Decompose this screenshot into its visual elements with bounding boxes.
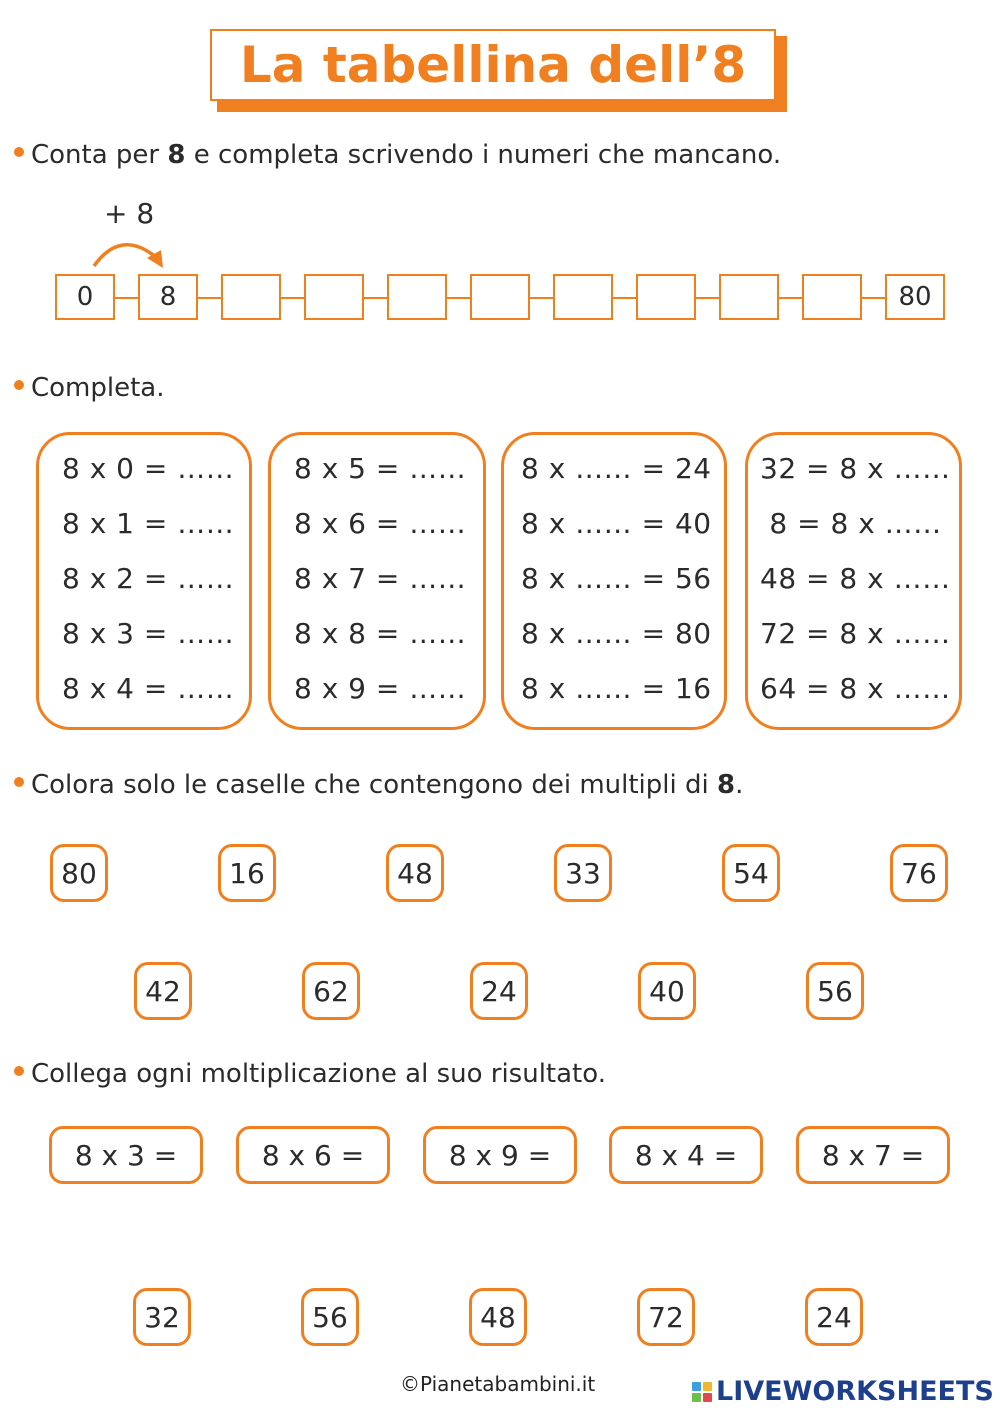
number-box[interactable]: 56 [806,962,864,1020]
equation[interactable]: 8 x 2 = …… [62,562,235,595]
liveworksheets-brand: LIVEWORKSHEETS [716,1376,994,1407]
number-box: 80 [885,274,945,320]
equation[interactable]: 8 x 5 = …… [294,452,467,485]
equation[interactable]: 8 x 1 = …… [62,507,235,540]
equation[interactable]: 8 x 6 = …… [294,507,467,540]
connect-instruction: Collega ogni moltiplicazione al suo risultato. [14,1059,606,1089]
number-answer-box[interactable] [221,274,281,320]
number-answer-box[interactable] [387,274,447,320]
number-box[interactable]: 62 [302,962,360,1020]
equation[interactable]: 8 x 8 = …… [294,617,467,650]
number-box[interactable]: 33 [554,844,612,902]
equation[interactable]: 8 x 7 = …… [294,562,467,595]
equation[interactable]: 8 x 9 = …… [294,672,467,705]
equation[interactable]: 32 = 8 x …… [760,452,951,485]
number-box[interactable]: 80 [50,844,108,902]
bullet-icon [14,147,24,157]
result-box[interactable]: 32 [133,1288,191,1346]
number-box: 0 [55,274,115,320]
number-box[interactable]: 16 [218,844,276,902]
number-box[interactable]: 48 [386,844,444,902]
equation[interactable]: 8 x …… = 80 [521,617,712,650]
number-answer-box[interactable] [304,274,364,320]
number-answer-box[interactable] [719,274,779,320]
arrow-label: + 8 [104,197,155,230]
multiplication-box[interactable]: 8 x 6 = [236,1126,390,1184]
equation[interactable]: 8 x 3 = …… [62,617,235,650]
equation[interactable]: 64 = 8 x …… [760,672,951,705]
number-box[interactable]: 24 [470,962,528,1020]
number-answer-box[interactable] [553,274,613,320]
liveworksheets-icon [692,1382,712,1402]
result-box[interactable]: 48 [469,1288,527,1346]
multiplication-box[interactable]: 8 x 4 = [609,1126,763,1184]
footer-credit: ©Pianetabambini.it [400,1372,596,1396]
number-box[interactable]: 42 [134,962,192,1020]
result-box[interactable]: 56 [301,1288,359,1346]
number-box[interactable]: 40 [638,962,696,1020]
number-answer-box[interactable] [802,274,862,320]
result-box[interactable]: 24 [805,1288,863,1346]
equation[interactable]: 8 x …… = 24 [521,452,712,485]
bullet-icon [14,380,24,390]
count-instruction: Conta per 8 e completa scrivendo i numeri che mancano. [14,140,781,170]
equation[interactable]: 8 x …… = 16 [521,672,712,705]
color-instruction: Colora solo le caselle che contengono dei multipli di 8. [14,770,743,800]
equation[interactable]: 48 = 8 x …… [760,562,951,595]
bullet-icon [14,777,24,787]
equation[interactable]: 8 x …… = 56 [521,562,712,595]
equation[interactable]: 8 x …… = 40 [521,507,712,540]
equation[interactable]: 8 = 8 x …… [760,507,942,540]
number-box[interactable]: 76 [890,844,948,902]
complete-instruction: Completa. [14,373,165,403]
number-answer-box[interactable] [470,274,530,320]
number-box[interactable]: 54 [722,844,780,902]
number-box: 8 [138,274,198,320]
result-box[interactable]: 72 [637,1288,695,1346]
jump-arrow-icon [85,228,185,278]
multiplication-box[interactable]: 8 x 9 = [423,1126,577,1184]
liveworksheets-logo [692,1376,994,1407]
number-answer-box[interactable] [636,274,696,320]
title-box [210,29,776,101]
page-title: La tabellina dell’8 [239,36,747,94]
equation[interactable]: 8 x 4 = …… [62,672,235,705]
bullet-icon [14,1066,24,1076]
multiplication-box[interactable]: 8 x 7 = [796,1126,950,1184]
equation[interactable]: 72 = 8 x …… [760,617,951,650]
multiplication-box[interactable]: 8 x 3 = [49,1126,203,1184]
equation[interactable]: 8 x 0 = …… [62,452,235,485]
